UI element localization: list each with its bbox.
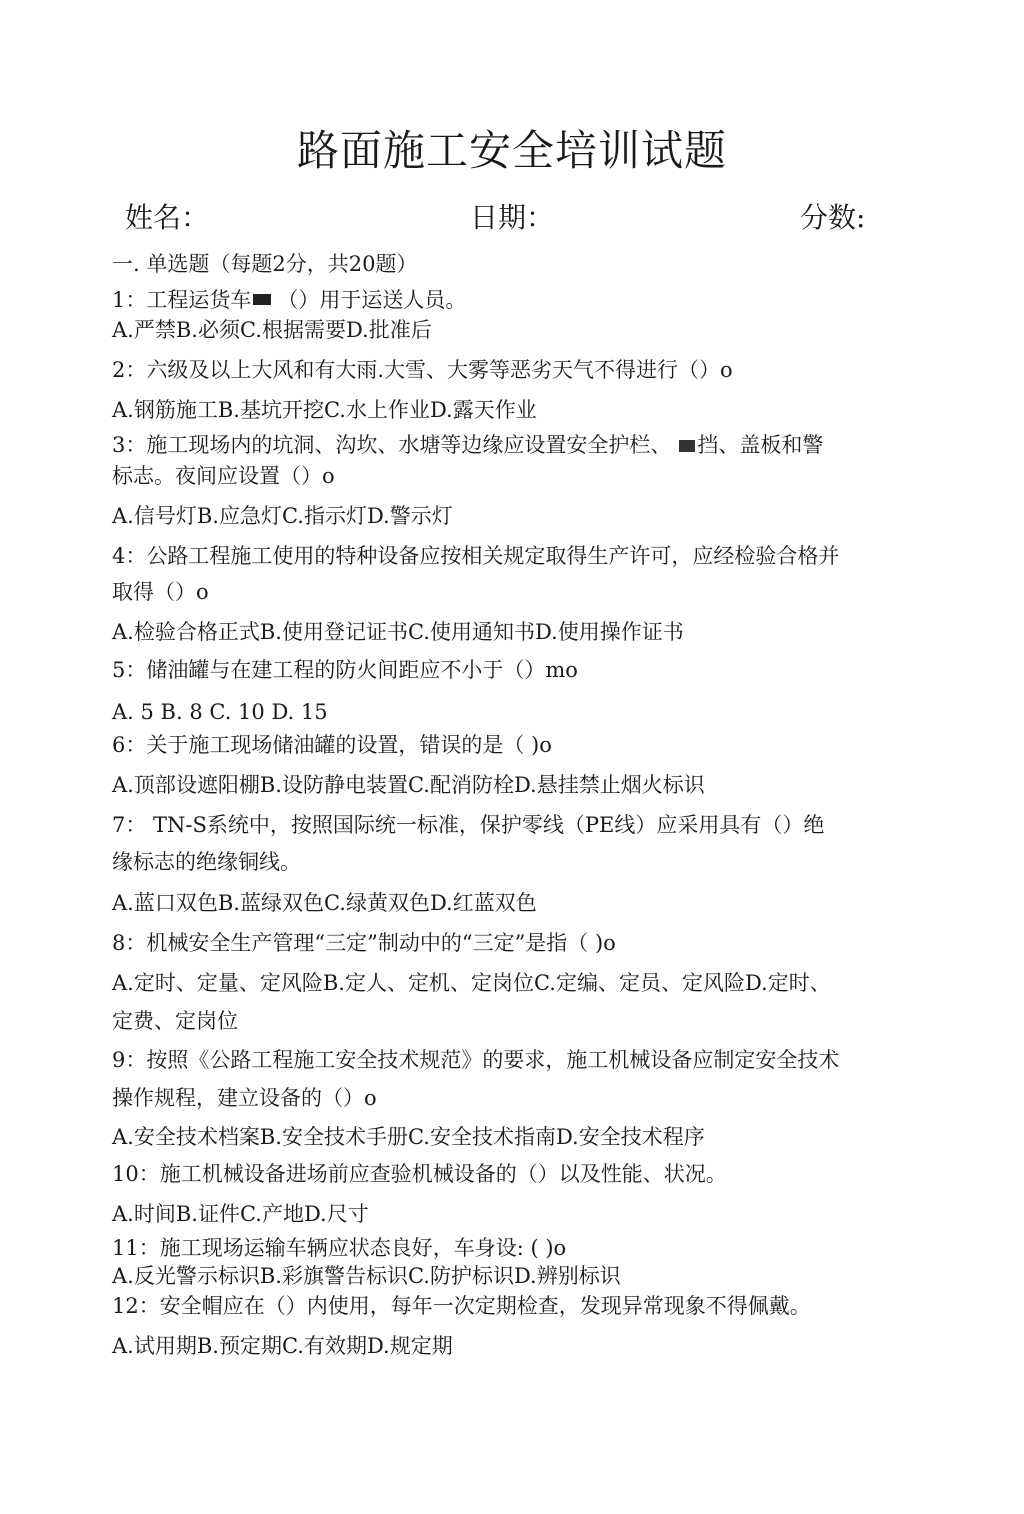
question-5: 5：储油罐与在建工程的防火间距应不小于（）mo — [112, 658, 578, 682]
question-11: 11：施工现场运输车辆应状态良好，车身设: ( )o — [112, 1236, 567, 1260]
page-title: 路面施工安全培训试题 — [296, 126, 727, 175]
question-1 — [112, 290, 466, 311]
question-2-options: A.钢筋施工B.基坑开挖C.水上作业D.露天作业 — [112, 398, 537, 422]
question-1-options: A.严禁B.必须C.根据需要D.批准后 — [112, 318, 432, 342]
question-4-continued: 取得（）o — [112, 580, 209, 604]
question-10: 10：施工机械设备进场前应查验机械设备的（）以及性能、状况。 — [112, 1162, 727, 1186]
question-12: 12：安全帽应在（）内使用，每年一次定期检查，发现异常现象不得佩戴。 — [112, 1294, 811, 1318]
score-label: 分数: — [800, 201, 866, 234]
question-3-continued: 标志。夜间应设置（）o — [112, 464, 335, 488]
question-9-continued: 操作规程，建立设备的（）o — [112, 1086, 377, 1110]
question-4: 4：公路工程施工使用的特种设备应按相关规定取得生产许可，应经检验合格并 — [112, 544, 840, 568]
question-3-options: A.信号灯B.应急灯C.指示灯D.警示灯 — [112, 504, 453, 528]
scan-artifact-icon — [253, 294, 271, 305]
question-8-options: A.定时、定量、定风险B.定人、定机、定岗位C.定编、定员、定风险D.定时、 — [112, 971, 831, 995]
question-4-options: A.检验合格正式B.使用登记证书C.使用通知书D.使用操作证书 — [112, 620, 684, 644]
date-label: 日期： — [470, 201, 555, 234]
question-12-options: A.试用期B.预定期C.有效期D.规定期 — [112, 1334, 453, 1358]
question-9-options: A.安全技术档案B.安全技术手册C.安全技术指南D.安全技术程序 — [112, 1125, 705, 1149]
question-11-options: A.反光警示标识B.彩旗警告标识C.防护标识D.辨别标识 — [112, 1264, 621, 1288]
question-1-text: 1：工程运货车 — [112, 288, 252, 312]
question-6: 6：关于施工现场储油罐的设置，错误的是（ )o — [112, 733, 552, 757]
question-1-tail: （）用于运送人员。 — [277, 288, 467, 312]
question-7-continued: 缘标志的绝缘铜线。 — [112, 850, 301, 874]
section-heading: 一. 单选题（每题2分，共20题） — [112, 252, 418, 276]
question-9: 9：按照《公路工程施工安全技术规范》的要求，施工机械设备应制定安全技术 — [112, 1048, 840, 1072]
question-7-options: A.蓝口双色B.蓝绿双色C.绿黄双色D.红蓝双色 — [112, 891, 537, 915]
question-5-options: A. 5 B. 8 C. 10 D. 15 — [112, 700, 328, 724]
question-2: 2：六级及以上大风和有大雨.大雪、大雾等恶劣天气不得进行（）o — [112, 358, 733, 382]
question-3-text: 3：施工现场内的坑洞、沟坎、水塘等边缘应设置安全护栏、 — [112, 433, 672, 457]
question-10-options: A.时间B.证件C.产地D.尺寸 — [112, 1202, 369, 1226]
question-8-options-continued: 定费、定岗位 — [112, 1009, 238, 1033]
question-3 — [112, 435, 823, 456]
name-label: 姓名： — [125, 201, 210, 234]
question-6-options: A.顶部设遮阳棚B.设防静电装置C.配消防栓D.悬挂禁止烟火标识 — [112, 773, 705, 797]
question-3-tail: 挡、盖板和警 — [697, 433, 824, 457]
question-8: 8：机械安全生产管理“三定”制动中的“三定”是指（ )o — [112, 931, 616, 955]
scan-artifact-icon — [679, 440, 695, 452]
question-7: 7： TN-S系统中，按照国际统一标准，保护零线（PE线）应采用具有（）绝 — [112, 813, 825, 837]
